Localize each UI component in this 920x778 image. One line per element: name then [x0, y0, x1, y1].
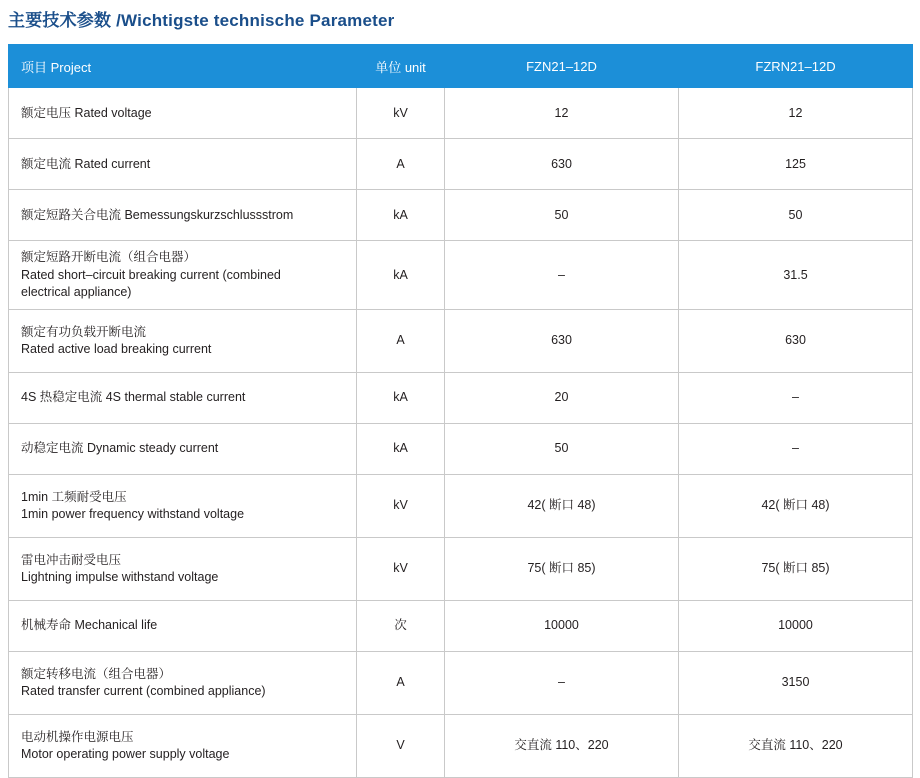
cell-project	[9, 190, 357, 241]
project-line: 额定短路开断电流（组合电器）	[21, 250, 197, 264]
cell-project	[9, 537, 357, 600]
project-line: 额定电流 Rated current	[21, 156, 151, 171]
project-line: 1min power frequency withstand voltage	[21, 507, 245, 521]
table-body	[9, 88, 913, 778]
cell-project	[9, 241, 357, 310]
cell-project	[9, 309, 357, 372]
cell-value-model-1: 10000	[445, 600, 679, 651]
cell-unit: kV	[357, 88, 445, 139]
column-header-unit: 单位 unit	[357, 45, 445, 88]
column-header-project: 项目 Project	[9, 45, 357, 88]
cell-value-model-2: –	[679, 372, 913, 423]
cell-unit: 次	[357, 600, 445, 651]
project-line: 雷电冲击耐受电压	[21, 552, 122, 567]
project-line: 动稳定电流 Dynamic steady current	[21, 441, 219, 456]
cell-value-model-2: 75( 断口 85)	[679, 537, 913, 600]
cell-value-model-1: 50	[445, 190, 679, 241]
cell-value-model-2: 交直流 110、220	[679, 714, 913, 777]
cell-value-model-2: 10000	[679, 600, 913, 651]
cell-value-model-1: 12	[445, 88, 679, 139]
project-line: Motor operating power supply voltage	[21, 747, 230, 761]
cell-unit: kV	[357, 474, 445, 537]
table-row	[9, 139, 913, 190]
cell-value-model-2: 12	[679, 88, 913, 139]
column-header-model-2: FZRN21–12D	[679, 45, 913, 88]
table-row	[9, 309, 913, 372]
cell-project	[9, 474, 357, 537]
cell-unit: kA	[357, 372, 445, 423]
cell-project	[9, 714, 357, 777]
column-header-model-1: FZN21–12D	[445, 45, 679, 88]
cell-project	[9, 88, 357, 139]
cell-value-model-2: 42( 断口 48)	[679, 474, 913, 537]
table-row	[9, 714, 913, 777]
table-row	[9, 372, 913, 423]
cell-unit: A	[357, 651, 445, 714]
cell-project	[9, 423, 357, 474]
table-row	[9, 537, 913, 600]
project-line: 额定有功负载开断电流	[21, 324, 147, 339]
cell-project	[9, 139, 357, 190]
cell-value-model-1: 50	[445, 423, 679, 474]
table-row	[9, 600, 913, 651]
project-line: 额定短路关合电流 Bemessungskurzschlussstrom	[21, 207, 294, 222]
page-title: 主要技术参数 /Wichtigste technische Parameter	[8, 11, 395, 30]
cell-value-model-1: 20	[445, 372, 679, 423]
technical-parameters-table	[8, 44, 913, 778]
project-line: 额定转移电流（组合电器）	[21, 666, 172, 681]
project-line: Rated short–circuit breaking current (combined	[21, 267, 281, 282]
cell-project	[9, 651, 357, 714]
cell-value-model-2: 3150	[679, 651, 913, 714]
table-row	[9, 474, 913, 537]
cell-project	[9, 372, 357, 423]
cell-value-model-1: 630	[445, 139, 679, 190]
cell-value-model-1: 75( 断口 85)	[445, 537, 679, 600]
cell-unit: kA	[357, 241, 445, 310]
project-line: 机械寿命 Mechanical life	[21, 618, 158, 633]
project-line: 额定电压 Rated voltage	[21, 105, 152, 120]
table-row	[9, 423, 913, 474]
cell-value-model-2: 125	[679, 139, 913, 190]
cell-unit: A	[357, 309, 445, 372]
cell-value-model-1: 630	[445, 309, 679, 372]
project-line: 电动机操作电源电压	[21, 729, 134, 744]
table-header-row	[9, 45, 913, 88]
cell-value-model-2: 630	[679, 309, 913, 372]
project-line: electrical appliance)	[21, 285, 132, 299]
project-line: Rated transfer current (combined appliance)	[21, 684, 266, 698]
table-row	[9, 241, 913, 310]
cell-unit: kA	[357, 423, 445, 474]
cell-value-model-2: 50	[679, 190, 913, 241]
cell-unit: A	[357, 139, 445, 190]
cell-unit: V	[357, 714, 445, 777]
project-line: 1min 工频耐受电压	[21, 489, 127, 504]
cell-value-model-1: –	[445, 651, 679, 714]
table-row	[9, 651, 913, 714]
project-line: 4S 热稳定电流 4S thermal stable current	[21, 390, 246, 405]
cell-value-model-1: 交直流 110、220	[445, 714, 679, 777]
cell-project	[9, 600, 357, 651]
cell-value-model-1: 42( 断口 48)	[445, 474, 679, 537]
cell-value-model-2: –	[679, 423, 913, 474]
cell-value-model-2: 31.5	[679, 241, 913, 310]
table-row	[9, 88, 913, 139]
cell-unit: kV	[357, 537, 445, 600]
project-line: Rated active load breaking current	[21, 342, 212, 356]
project-line: Lightning impulse withstand voltage	[21, 570, 219, 584]
cell-unit: kA	[357, 190, 445, 241]
table-header	[9, 45, 913, 88]
cell-value-model-1: –	[445, 241, 679, 310]
table-row	[9, 190, 913, 241]
